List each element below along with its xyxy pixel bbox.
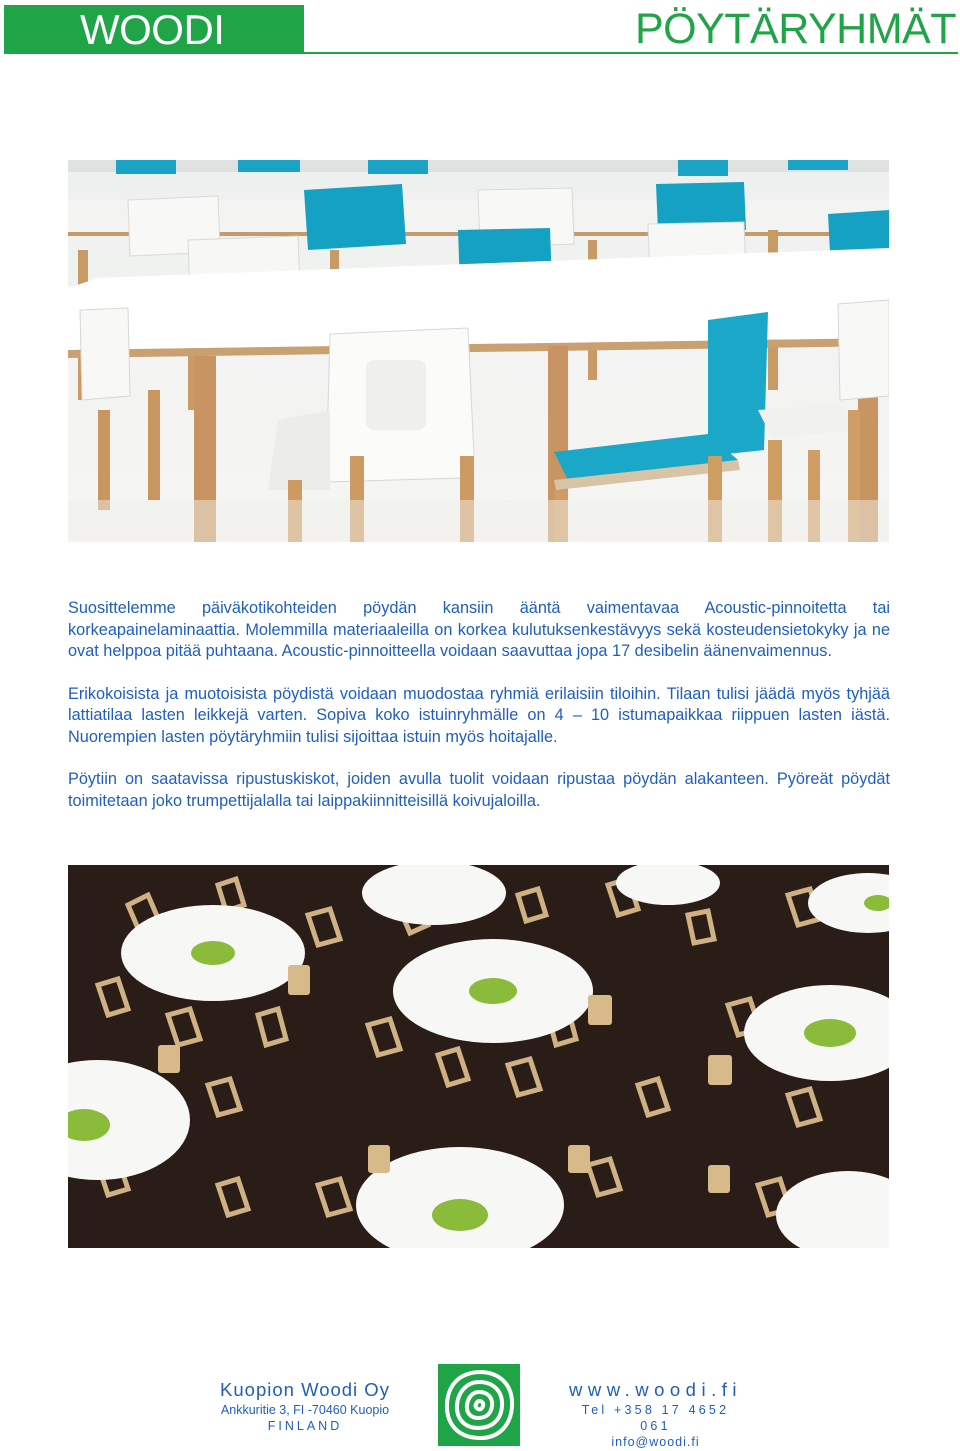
page-header — [0, 0, 960, 60]
paragraph-acoustic-coating: Suosittelemme päiväkotikohteiden pöydän kansiin ääntä vaimentavaa Acoustic-pinnoitetta tai korkeapainelaminaattia. Molemmilla materiaaleilla on korkea kulutuksenkestävyys sekä kosteudensietokyky ja ne ovat helppoa pitää puhtaana. Acoustic-pinnoitteella voidaan saavuttaa jopa 17 desibelin äänenvaimennus. — [68, 599, 890, 660]
brand-label: WOODI — [4, 5, 304, 54]
body-text — [68, 598, 890, 833]
classroom-tables-chairs-photo — [68, 160, 889, 542]
email-link[interactable]: info@woodi.fi — [611, 1435, 700, 1449]
company-country: FINLAND — [267, 1419, 343, 1433]
woodi-tree-rings-logo — [438, 1364, 520, 1446]
page-footer — [0, 1360, 960, 1450]
paragraph-table-groups: Erikokoisista ja muotoisista pöydistä voidaan muodostaa ryhmiä erilaisiin tiloihin. Tilaan tulisi jäädä myös tyhjää lattiatilaa lasten leikkejä varten. Sopiva koko istuinryhmälle on 4 – 10 istumapaikkaa riippuen lasten iästä. Nuorempien lasten pöytäryhmiin tulisi sijoittaa istuin myös hoitajalle. — [68, 684, 890, 746]
contact-info — [568, 1380, 743, 1450]
company-name: Kuopion Woodi Oy — [220, 1379, 390, 1400]
paragraph-hanging-rails: Pöytiin on saatavissa ripustuskiskot, joiden avulla tuolit voidaan ripustaa pöydän alakanteen. Pyöreät pöydät toimitetaan joko trumpettijalalla tai laippakiinnitteisillä koivujaloilla. — [68, 770, 890, 810]
website-link[interactable]: www.woodi.fi — [569, 1379, 742, 1400]
round-tables-overhead-photo — [68, 865, 889, 1248]
company-address: Ankkuritie 3, FI -70460 Kuopio — [220, 1403, 390, 1417]
company-info — [220, 1380, 390, 1434]
phone-number: Tel +358 17 4652 061 — [581, 1403, 730, 1433]
section-title: PÖYTÄRYHMÄT — [634, 5, 956, 53]
